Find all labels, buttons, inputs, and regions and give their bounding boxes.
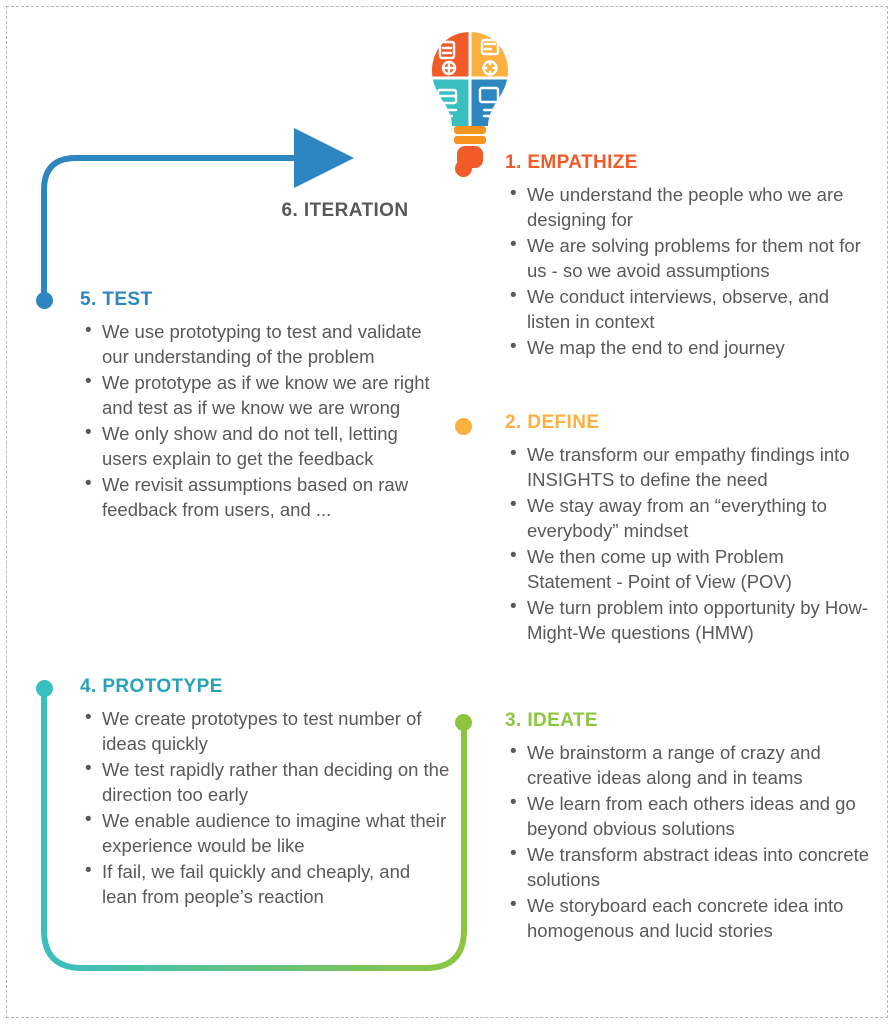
step-prototype [80, 676, 450, 910]
list-item: • We stay away from an “everything to everybody” mindset [527, 493, 873, 543]
step-dot-empathize [455, 160, 472, 177]
step-test-title: 5. TEST [80, 289, 153, 310]
step-prototype-bullets [80, 706, 450, 909]
step-ideate [505, 710, 873, 944]
list-item: • We transform our empathy findings into INSIGHTS to define the need [527, 442, 873, 492]
step-dot-test [36, 292, 53, 309]
step-empathize-title: 1. EMPATHIZE [505, 152, 638, 173]
list-item: • We then come up with Problem Statement - Point of View (POV) [527, 544, 873, 594]
step-iteration [180, 200, 510, 222]
list-item: • We enable audience to imagine what their experience would be like [102, 808, 450, 858]
list-item: • We learn from each others ideas and go beyond obvious solutions [527, 791, 873, 841]
step-iteration-title: 6. ITERATION [281, 200, 409, 221]
step-test-bullets [80, 319, 440, 522]
iteration-arrow [44, 158, 300, 300]
step-ideate-bullets [505, 740, 873, 943]
step-define-title: 2. DEFINE [505, 412, 600, 433]
lightbulb-icon [424, 28, 516, 178]
step-empathize-bullets [505, 182, 873, 360]
step-dot-define [455, 418, 472, 435]
list-item: • We only show and do not tell, letting users explain to get the feedback [102, 421, 440, 471]
list-item: • We map the end to end journey [527, 335, 873, 360]
step-ideate-title: 3. IDEATE [505, 710, 598, 731]
list-item: • We use prototyping to test and validate our understanding of the problem [102, 319, 440, 369]
list-item: • If fail, we fail quickly and cheaply, and lean from people’s reaction [102, 859, 450, 909]
list-item: • We turn problem into opportunity by How-Might-We questions (HMW) [527, 595, 873, 645]
list-item: • We transform abstract ideas into concrete solutions [527, 842, 873, 892]
list-item: • We conduct interviews, observe, and listen in context [527, 284, 873, 334]
list-item: • We storyboard each concrete idea into homogenous and lucid stories [527, 893, 873, 943]
list-item: • We understand the people who we are designing for [527, 182, 873, 232]
list-item: • We prototype as if we know we are right and test as if we know we are wrong [102, 370, 440, 420]
step-empathize [505, 152, 873, 361]
list-item: • We brainstorm a range of crazy and creative ideas along and in teams [527, 740, 873, 790]
step-dot-prototype [36, 680, 53, 697]
step-prototype-title: 4. PROTOTYPE [80, 676, 223, 697]
list-item: • We revisit assumptions based on raw feedback from users, and ... [102, 472, 440, 522]
list-item: • We create prototypes to test number of ideas quickly [102, 706, 450, 756]
step-define-bullets [505, 442, 873, 645]
step-define [505, 412, 873, 646]
step-test [80, 289, 440, 523]
list-item: • We are solving problems for them not for us - so we avoid assumptions [527, 233, 873, 283]
step-dot-ideate [455, 714, 472, 731]
list-item: • We test rapidly rather than deciding on the direction too early [102, 757, 450, 807]
